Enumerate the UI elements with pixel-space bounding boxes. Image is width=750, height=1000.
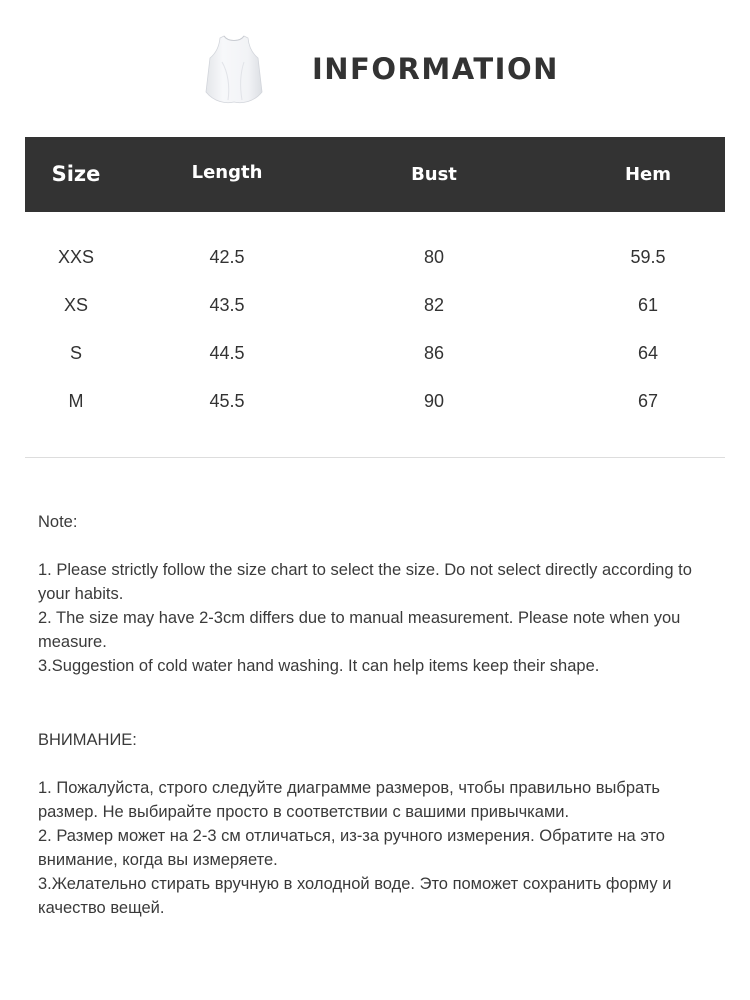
- notes-section: [38, 510, 718, 920]
- note-en-3: 3.Suggestion of cold water hand washing. It can help items keep their shape.: [38, 657, 600, 675]
- note-ru-1: 1. Пожалуйста, строго следуйте диаграмме размеров, чтобы правильно выбрать размер. Не выбирайте просто в соответствии с вашими привычками.: [38, 779, 660, 821]
- note-ru-3: 3.Желательно стирать вручную в холодной воде. Это поможет сохранить форму и качество вещей.: [38, 875, 672, 917]
- column-header-bust: Bust: [411, 164, 457, 185]
- table-cell: M: [68, 391, 84, 411]
- table-row: [25, 377, 725, 425]
- size-table-header: [25, 137, 725, 212]
- note-ru-2: 2. Размер может на 2-3 см отличаться, из-за ручного измерения. Обратите на это внимание, когда вы измеряете.: [38, 827, 665, 869]
- table-cell: 43.5: [209, 295, 245, 315]
- table-cell: 90: [423, 391, 445, 411]
- table-row: [25, 281, 725, 329]
- table-cell: 80: [423, 247, 445, 267]
- table-row: [25, 233, 725, 281]
- note-en-1: 1. Please strictly follow the size chart to select the size. Do not select directly according to your habits.: [38, 561, 692, 603]
- table-cell: 59.5: [630, 247, 666, 267]
- tank-top-image: [204, 32, 264, 106]
- table-cell: 61: [637, 295, 659, 315]
- table-cell: 67: [637, 391, 659, 411]
- note-en-2: 2. The size may have 2-3cm differs due to manual measurement. Please note when you measure.: [38, 609, 681, 651]
- header: [0, 0, 750, 137]
- table-cell: XXS: [57, 247, 95, 267]
- section-divider: [25, 457, 725, 458]
- table-cell: S: [69, 343, 82, 363]
- column-header-hem: Hem: [624, 164, 672, 185]
- notes-heading-en: Note:: [38, 513, 78, 531]
- table-cell: 82: [423, 295, 445, 315]
- page-title: INFORMATION: [312, 52, 559, 86]
- table-cell: 44.5: [209, 343, 245, 363]
- table-cell: XS: [63, 295, 88, 315]
- notes-heading-ru: ВНИМАНИЕ:: [38, 731, 137, 749]
- table-cell: 45.5: [209, 391, 245, 411]
- column-header-size: Size: [51, 162, 101, 186]
- table-cell: 86: [423, 343, 445, 363]
- column-header-length: Length: [191, 162, 263, 183]
- table-cell: 42.5: [209, 247, 245, 267]
- table-row: [25, 329, 725, 377]
- table-cell: 64: [637, 343, 659, 363]
